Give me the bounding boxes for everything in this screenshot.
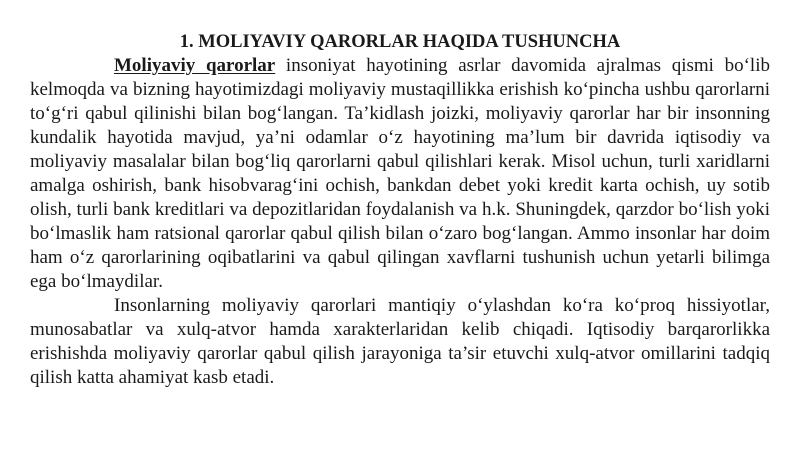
paragraph-1-text: insoniyat hayotining asrlar davomida ajralmas qismi bo‘lib kelmoqda va bizning hayotimizdagi moliyaviy mustaqillikka erishish koʻpincha ushbu qarorlarni to‘g‘ri qabul qilinishi bilan bog‘langan. Ta’kidlash joizki, moliyaviy qarorlar har bir insonning kundalik hayotida mavjud, ya’ni odamlar o‘z hayotining ma’lum bir davrida iqtisodiy va moliyaviy masalalar bilan bog‘liq qarorlarni qabul qilishlari kerak. Misol uchun, turli xaridlarni amalga oshirish, bank hisobvarag‘ini ochish, bankdan debet yoki kredit karta ochish, uy sotib olish, turli bank kreditlari va depozitlaridan foydalanish va h.k. Shuningdek, qarzdor bo‘lish yoki bo‘lmaslik ham ratsional qarorlar qabul qilish bilan o‘zaro bog‘langan. Ammo insonlar har doim ham o‘z qarorlarining oqibatlarini va qabul qilingan xavflarni tushunish uchun yetarli bilimga ega bo‘lmaydilar. (30, 55, 770, 292)
section-heading: 1. MOLIYAVIY QARORLAR HAQIDA TUSHUNCHA (179, 32, 621, 52)
paragraph-2 (30, 294, 770, 390)
paragraph-2-text: Insonlarning moliyaviy qarorlari mantiqiy o‘ylashdan ko‘ra ko‘proq hissiyotlar, munosabatlar va xulq-atvor hamda xarakterlaridan kelib chiqadi. Iqtisodiy barqarorlikka erishishda moliyaviy qarorlar qabul qilish jarayoniga ta’sir etuvchi xulq-atvor omillarini tadqiq qilish katta ahamiyat kasb etadi. (30, 295, 770, 388)
key-term: Moliyaviy qarorlar (114, 55, 276, 76)
document-page (30, 30, 770, 390)
paragraph-1 (30, 54, 770, 294)
